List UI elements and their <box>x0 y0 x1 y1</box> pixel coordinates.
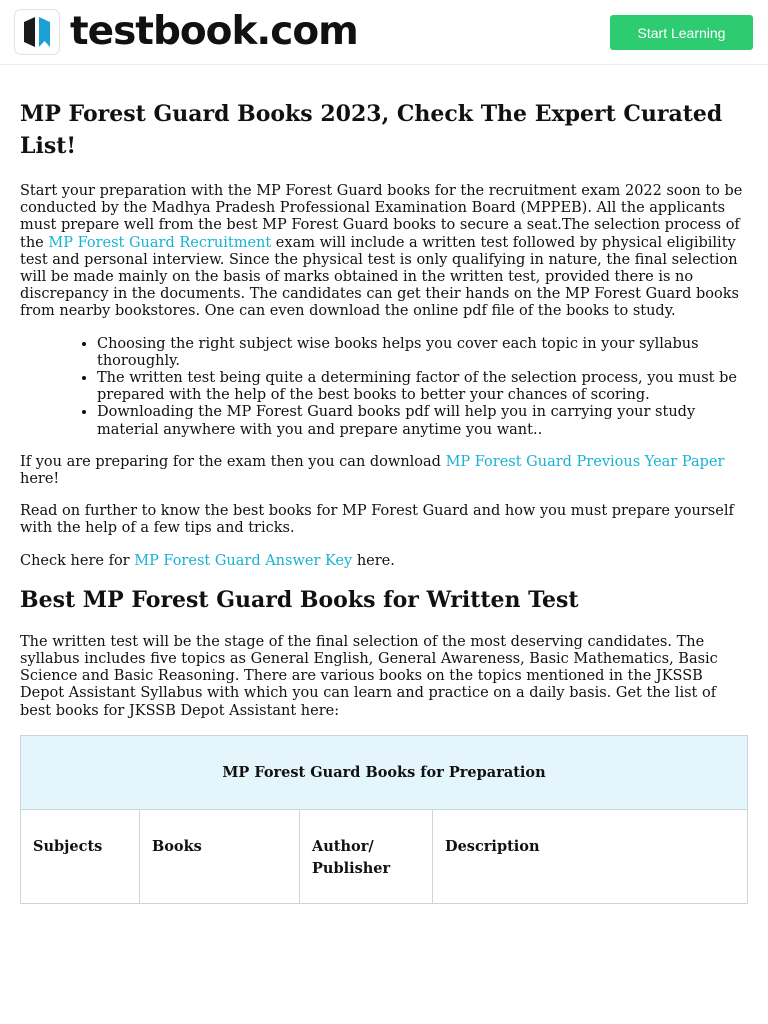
intro-text-end: exam will include a written test followed by physical eligibility test and personal interview. Since the physical test is only qualifying in nature, the final selection will be made mainly on the basis of marks obtained in the written test, provided there is no discrepancy in the documents. The candidates can get their hands on the MP Forest Guard books from nearby bookstores. One can even download the online pdf file of the books to study. <box>20 234 739 320</box>
start-learning-button[interactable]: Start Learning <box>610 15 753 50</box>
benefits-list <box>20 336 748 439</box>
column-header-author-publisher: Author/ Publisher <box>300 809 433 903</box>
read-on-paragraph: Read on further to know the best books for MP Forest Guard and how you must prepare yourself with the help of a few tips and tricks. <box>20 503 734 537</box>
section-heading: Best MP Forest Guard Books for Written Test <box>20 586 579 613</box>
article-body <box>20 98 748 904</box>
bookmark-icon <box>14 9 60 55</box>
pyp-text-end: here! <box>20 471 60 488</box>
list-item: • Choosing the right subject wise books helps you cover each topic in your syllabus thoroughly. <box>97 336 748 370</box>
logo-wordmark: testbook.com <box>70 9 358 54</box>
intro-paragraph <box>20 183 748 321</box>
column-header-subjects: Subjects <box>21 809 140 903</box>
answer-key-text-start: Check here for <box>20 552 135 569</box>
column-header-books: Books <box>140 809 300 903</box>
answer-key-paragraph <box>20 553 748 570</box>
recruitment-link[interactable]: MP Forest Guard Recruitment <box>48 234 272 251</box>
column-header-description: Description <box>433 809 748 903</box>
intro-text-start: Start your preparation with the MP Forest Guard books for the recruitment exam 2022 soon to be conducted by the Madhya Pradesh Professional Examination Board (MPPEB). All the applicants must prepare well from the best MP Forest Guard books to secure a seat.The selection process of the <box>20 183 743 251</box>
pyp-text-start: If you are preparing for the exam then you can download <box>20 453 446 470</box>
site-header <box>0 0 768 65</box>
section-paragraph: The written test will be the stage of the final selection of the most deserving candidates. The syllabus includes five topics as General English, General Awareness, Basic Mathematics, Basic Science and Basic Reasoning. There are various books on the topics mentioned in the JKSSB Depot Assistant Syllabus with which you can learn and practice on a daily basis. Get the list of best books for JKSSB Depot Assistant here: <box>20 633 718 719</box>
books-table <box>20 735 748 904</box>
answer-key-text-end: here. <box>352 552 395 569</box>
testbook-logo[interactable] <box>14 9 358 55</box>
answer-key-link[interactable]: MP Forest Guard Answer Key <box>134 552 353 569</box>
table-caption: MP Forest Guard Books for Preparation <box>21 735 748 809</box>
previous-year-paper-paragraph <box>20 454 748 488</box>
list-item: • The written test being quite a determining factor of the selection process, you must be prepared with the help of the best books to better your chances of scoring. <box>97 370 748 404</box>
page-title: MP Forest Guard Books 2023, Check The Expert Curated List! <box>20 101 723 159</box>
table-header-row <box>21 809 748 903</box>
table-caption-row <box>21 735 748 809</box>
previous-year-paper-link[interactable]: MP Forest Guard Previous Year Paper <box>445 453 725 470</box>
list-item: • Downloading the MP Forest Guard books pdf will help you in carrying your study material anywhere with you and prepare anytime you want.. <box>97 404 748 438</box>
